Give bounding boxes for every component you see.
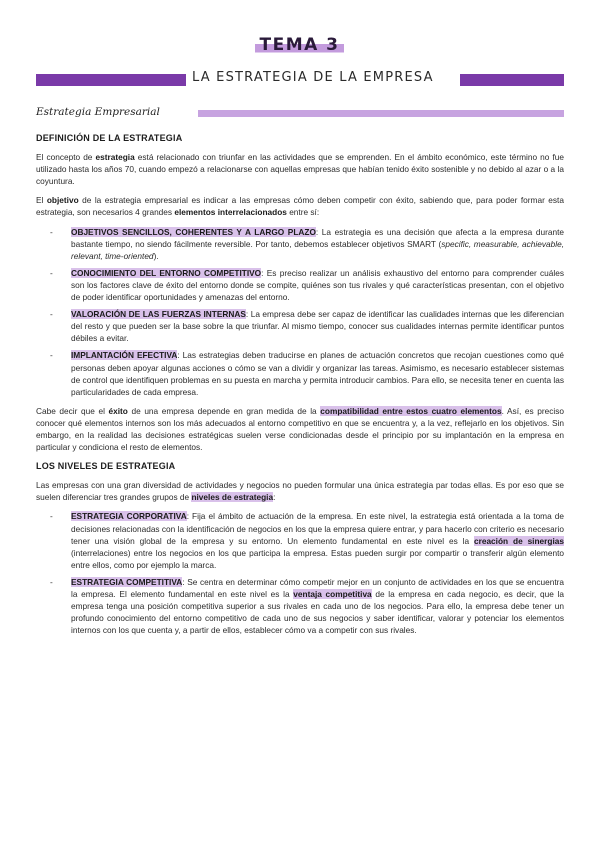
definition-paragraph-1 — [36, 151, 564, 187]
definition-heading: DEFINICIÓN DE LA ESTRATEGIA — [36, 133, 183, 143]
list-item — [36, 510, 564, 570]
list-text: : La empresa debe ser capaz de identificar las cualidades internas que les diferencian del resto y que pueden ser la base sobre la que triunfar. Al mismo tiempo, conocer sus cualidades internas permite identificar puntos débiles a evitar. — [71, 309, 564, 344]
section-bar — [198, 110, 564, 117]
list-text: : Se centra en determinar cómo competir mejor en un conjunto de actividades en los que se encuentra la empresa. El elemento fundamental en este nivel es la — [71, 576, 565, 599]
list-item — [36, 226, 564, 262]
list-text: (interrelaciones) entre los negocios en los que participa la empresa. Estas pueden surgir por compartir o transferir algún elemento entre ellos, como por ejemplo la marca. — [71, 547, 564, 570]
list-item — [36, 308, 564, 344]
list-italic: specific, measurable, achievable, relevant, time-oriented — [71, 238, 565, 261]
levels-list — [36, 510, 564, 636]
list-item — [36, 349, 564, 397]
text-run: Las empresas con una gran diversidad de actividades y negocios no pueden formular una única estrategia par todas ellas. Es por eso que se suelen diferenciar tres grandes grupos de — [36, 480, 564, 503]
subtitle-banner — [36, 70, 564, 90]
list-term: IMPLANTACIÓN EFECTIVA — [71, 350, 178, 361]
bold-term: éxito — [108, 405, 128, 416]
list-term: VALORACIÓN DE LAS FUERZAS INTERNAS — [71, 309, 246, 320]
list-term: CONOCIMIENTO DEL ENTORNO COMPETITIVO — [71, 267, 262, 278]
definition-paragraph-3 — [36, 405, 564, 453]
bold-term: creación de sinergias — [473, 535, 564, 546]
bold-term: elementos interrelacionados — [174, 207, 287, 218]
bold-term: compatibilidad entre estos cuatro elementos — [320, 405, 502, 416]
list-text: : Fija el ámbito de actuación de la empresa. En este nivel, la estrategia está orientada a la toma de decisiones relacionadas con la identificación de negocios en los que la empresa quiere entrar, y para hacerlo con criterio es necesario tener una visión global de la empresa y su entorno. Un elemento fundamental en este nivel es la — [71, 511, 564, 546]
levels-heading: LOS NIVELES DE ESTRATEGIA — [36, 461, 176, 472]
list-text: : Es preciso realizar un análisis exhaustivo del entorno para comprender cuáles son los factores clave de éxito del entorno donde se compite, quiénes son tus rivales y qué características presentan, con el objetivo de poder identificar oportunidades y amenazas del entorno. — [71, 267, 564, 303]
text-run: de una empresa depende en gran medida de la — [127, 405, 321, 416]
page-subtitle: LA ESTRATEGIA DE LA EMPRESA — [192, 70, 434, 85]
bold-term: objetivo — [46, 195, 79, 206]
list-dash: - — [50, 576, 53, 587]
list-dash: - — [50, 226, 53, 237]
elements-list — [36, 226, 564, 398]
text-run: . Así, es preciso conocer qué elementos internos son los más adecuados al entorno competitivo en que se encuentra y, a la vez, reflejarlo en los objetivos. Sin embargo, en la realidad las decisiones estratégicas suelen verse condicionadas desde el principio por su implantación en la empresa en particular y condiciona el resto de elementos. — [36, 405, 565, 453]
document-body — [36, 132, 564, 643]
list-term: OBJETIVOS SENCILLOS, COHERENTES Y A LARGO PLAZO — [71, 226, 316, 237]
list-term: ESTRATEGIA CORPORATIVA — [71, 511, 187, 522]
bold-term: niveles de estrategia — [191, 492, 274, 503]
section-banner — [36, 106, 564, 120]
list-dash: - — [50, 267, 53, 278]
list-item — [36, 267, 564, 303]
levels-paragraph-1 — [36, 479, 564, 503]
list-dash: - — [50, 309, 53, 320]
list-dash: - — [50, 511, 53, 522]
list-text: : La estrategia es una decisión que afecta a la empresa durante bastante tiempo, no siendo fácilmente reversible. Por tanto, debemos establecer objetivos SMART ( — [71, 226, 564, 249]
text-run: El concepto de — [36, 152, 96, 163]
list-text: ). — [153, 250, 159, 261]
list-term: ESTRATEGIA COMPETITIVA — [71, 576, 183, 587]
list-text: : Las estrategias deben traducirse en planes de actuación concretos que recojan cuestiones como qué personas deben apoyar algunas acciones o cómo se van a dividir y organizar las tareas. Asimismo, es necesario establecer sistemas de control que identifiquen problemas en su puesta en marcha y permita introducir cambios. Para ello, se necesita tener en cuenta las particularidades de cada empresa. — [71, 350, 564, 397]
text-run: : — [273, 492, 276, 503]
list-text: de la empresa en cada negocio, es decir, que la empresa tenga una posición competitiva superior a sus rivales en cada uno de los negocios. Para ello, la empresa debe tener un profundo conocimiento del entorno competitivo de cada uno de sus negocios y saber identificar, valorar y potenciar los elementos internos con los que cuenta y, a partir de ellos, establecer cómo va a competir con sus rivales. — [71, 589, 564, 636]
section-label: Estrategia Empresarial — [36, 106, 160, 118]
definition-paragraph-2 — [36, 194, 564, 218]
list-dash: - — [50, 350, 53, 361]
bold-term: estrategia — [95, 152, 135, 163]
list-item — [36, 576, 564, 636]
text-run: Cabe decir que el — [36, 405, 109, 416]
text-run: entre sí: — [286, 207, 320, 218]
text-run: de la estrategia empresarial es indicar a las empresas cómo deben competir con éxito, sabiendo que, para poder formar esta estrategia, son necesarios 4 grandes — [36, 195, 564, 218]
subtitle-bar-right — [460, 74, 564, 86]
text-run: El — [36, 195, 47, 206]
bold-term: ventaja competitiva — [293, 589, 372, 599]
text-run: está relacionado con triunfar en las actividades que se emprenden. En el ámbito económico, este término no fue utilizado hasta los años 70, cuando empezó a relacionarse con aquellas empresas que habían tenido éxito sostenible y no debido al azar o a la coyuntura. — [36, 152, 564, 187]
page-title: TEMA 3 — [255, 34, 343, 56]
subtitle-bar-left — [36, 74, 186, 86]
page-header — [0, 34, 599, 56]
